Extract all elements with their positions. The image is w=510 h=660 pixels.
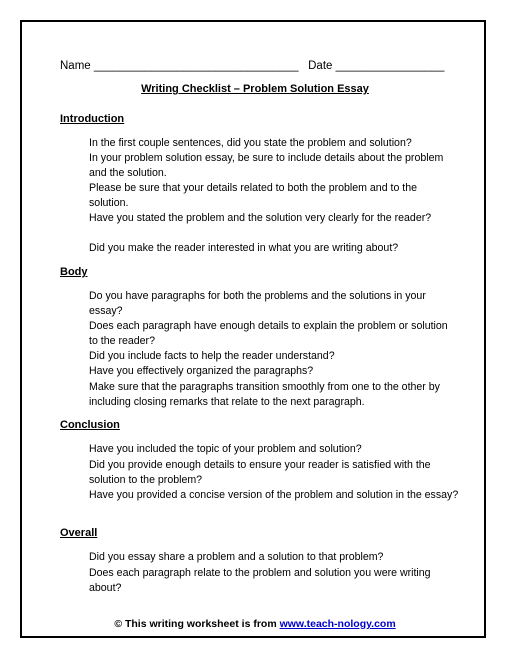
footer-credit	[0, 618, 510, 630]
checklist-item: Make sure that the paragraphs transition smoothly from one to the other by including closing remarks that relate to the next paragraph.	[89, 381, 440, 408]
checklist-item: In the first couple sentences, did you state the problem and solution?	[89, 137, 412, 149]
section-heading-conclusion: Conclusion	[60, 419, 120, 431]
section-heading-body: Body	[60, 266, 88, 278]
name-date-line: Name ________________________________ Date _________________	[60, 60, 445, 72]
footer-text: © This writing worksheet is from	[114, 618, 280, 630]
checklist-item: Did you include facts to help the reader understand?	[89, 350, 335, 362]
checklist-item: Did you provide enough details to ensure your reader is satisfied with the solution to the problem?	[89, 459, 431, 486]
checklist-item: Does each paragraph relate to the problem and solution you were writing about?	[89, 567, 431, 594]
section-heading-overall: Overall	[60, 527, 98, 539]
checklist-item: Have you stated the problem and the solution very clearly for the reader?	[89, 212, 432, 224]
checklist-item: In your problem solution essay, be sure to include details about the problem and the solution.	[89, 152, 444, 179]
checklist-item: Have you provided a concise version of the problem and solution in the essay?	[89, 489, 459, 501]
section-heading-introduction: Introduction	[60, 113, 125, 125]
checklist-item: Please be sure that your details related to both the problem and to the solution.	[89, 182, 418, 209]
checklist-item: Have you effectively organized the paragraphs?	[89, 365, 314, 377]
checklist-item: Did you essay share a problem and a solution to that problem?	[89, 551, 384, 563]
checklist-item: Do you have paragraphs for both the problems and the solutions in your essay?	[89, 290, 426, 317]
footer-link[interactable]: www.teach-nology.com	[279, 618, 396, 630]
checklist-item: Have you included the topic of your problem and solution?	[89, 443, 362, 455]
worksheet-title: Writing Checklist – Problem Solution Essay	[141, 83, 369, 95]
checklist-item: Did you make the reader interested in what you are writing about?	[89, 242, 399, 254]
checklist-item: Does each paragraph have enough details to explain the problem or solution to the reader?	[89, 320, 448, 347]
